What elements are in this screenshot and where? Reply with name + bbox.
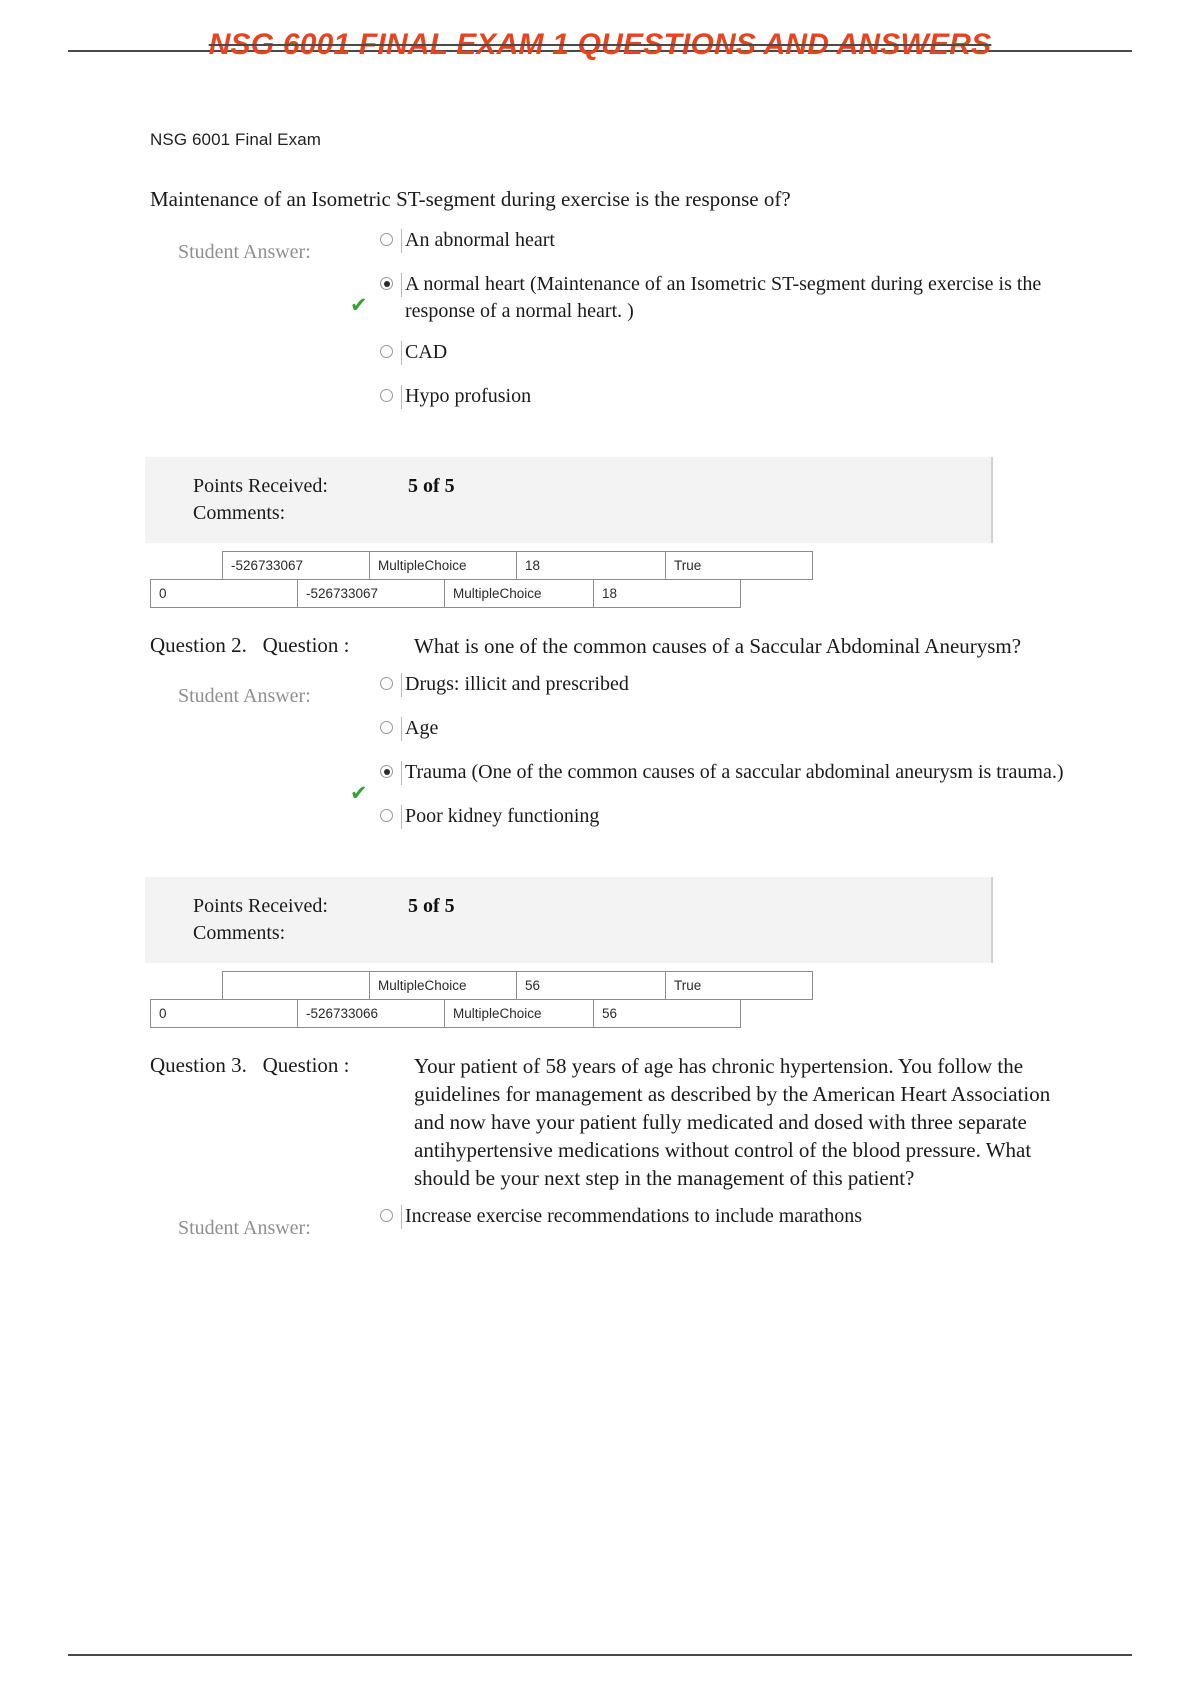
question-1-options [350, 227, 1070, 427]
metadata-table-2 [150, 971, 1070, 1028]
question-3-stem: Your patient of 58 years of age has chronic hypertension. You follow the guidelines for management as described by the American Heart Association and now have your patient fully medicated and dosed with three separate antihypertensive medications without control of the blood pressure. What should be your next step in the management of this patient? [414, 1054, 1051, 1190]
table-cell: 18 [516, 551, 666, 580]
option-label: Poor kidney functioning [405, 805, 600, 828]
option-divider [401, 229, 402, 253]
table-cell: MultipleChoice [369, 551, 517, 580]
table-cell: MultipleChoice [444, 579, 594, 608]
question-3-number [150, 1053, 414, 1078]
page-banner [0, 28, 1200, 88]
correct-check-icon: ✔ [350, 781, 368, 806]
option-label: Age [405, 717, 439, 740]
option-row[interactable] [380, 671, 1070, 701]
points-panel-2 [145, 877, 993, 963]
points-received-row [145, 473, 992, 500]
question-2-number [150, 633, 414, 658]
radio-button-icon[interactable] [380, 345, 393, 358]
radio-button-icon[interactable] [380, 277, 393, 290]
option-row[interactable] [380, 383, 1070, 413]
page-footer-rule [68, 1654, 1132, 1656]
option-row[interactable] [380, 715, 1070, 745]
option-label: Increase exercise recommendations to include marathons [405, 1204, 863, 1227]
table-cell: True [665, 551, 813, 580]
option-label: Drugs: illicit and prescribed [405, 673, 629, 696]
option-label: Hypo profusion [405, 385, 532, 408]
option-row[interactable] [380, 227, 1070, 257]
option-divider [401, 273, 402, 297]
student-answer-label-1: Student Answer: [178, 241, 311, 264]
comments-row [145, 500, 992, 527]
student-answer-label-3: Student Answer: [178, 1216, 311, 1239]
radio-button-icon[interactable] [380, 233, 393, 246]
table-row [150, 999, 1070, 1028]
table-cell: 56 [516, 971, 666, 1000]
table-row [222, 551, 1070, 580]
radio-button-icon[interactable] [380, 389, 393, 402]
option-divider [401, 341, 402, 365]
question-1-stem: Maintenance of an Isometric ST-segment during exercise is the response of? [150, 187, 791, 211]
option-divider [401, 717, 402, 741]
option-label: Trauma (One of the common causes of a saccular abdominal aneurysm is trauma.) [405, 761, 1064, 784]
points-received-value: 5 of 5 [408, 895, 455, 918]
radio-button-icon[interactable] [380, 809, 393, 822]
comments-label: Comments: [193, 922, 286, 945]
table-row [150, 579, 1070, 608]
table-cell: True [665, 971, 813, 1000]
question-3-answer-area [150, 1203, 1070, 1247]
table-cell: -526733067 [297, 579, 445, 608]
option-row[interactable] [380, 1203, 1070, 1233]
question-block-2 [150, 633, 1070, 1028]
document-content [150, 130, 1070, 1247]
question-word-label: Question : [262, 633, 350, 658]
comments-row [145, 920, 992, 947]
table-cell [222, 971, 370, 1000]
table-row [222, 971, 1070, 1000]
option-row[interactable] [380, 803, 1070, 833]
table-cell: -526733066 [297, 999, 445, 1028]
question-2-options [350, 671, 1070, 847]
question-word-label: Question : [262, 1053, 350, 1078]
question-block-3 [150, 1053, 1070, 1247]
option-row[interactable] [350, 759, 1070, 806]
points-received-label: Points Received: [193, 475, 328, 498]
question-block-1 [150, 186, 1070, 608]
table-cell: MultipleChoice [444, 999, 594, 1028]
points-panel-1 [145, 457, 993, 543]
question-1-answer-area [150, 227, 1070, 427]
question-3-options [380, 1203, 1070, 1247]
option-divider [401, 385, 402, 409]
question-number-label: Question 2. [150, 633, 247, 658]
option-row[interactable] [350, 271, 1070, 325]
radio-button-icon[interactable] [380, 677, 393, 690]
option-label: CAD [405, 341, 448, 364]
table-cell: 18 [593, 579, 741, 608]
table-cell: -526733067 [222, 551, 370, 580]
option-label: A normal heart (Maintenance of an Isometric ST-segment during exercise is the response of a normal heart. ) [405, 273, 1042, 323]
option-row[interactable] [380, 339, 1070, 369]
document-heading: NSG 6001 Final Exam [150, 130, 322, 149]
question-2-header [150, 633, 1070, 661]
option-divider [401, 673, 402, 697]
option-divider [401, 761, 402, 785]
correct-check-icon: ✔ [350, 293, 368, 318]
points-received-row [145, 893, 992, 920]
student-answer-label-2: Student Answer: [178, 685, 311, 708]
question-2-answer-area [150, 671, 1070, 847]
radio-button-icon[interactable] [380, 721, 393, 734]
question-3-header [150, 1053, 1070, 1193]
option-divider [401, 1205, 402, 1229]
option-divider [401, 805, 402, 829]
question-number-label: Question 3. [150, 1053, 247, 1078]
points-received-label: Points Received: [193, 895, 328, 918]
table-cell: 0 [150, 999, 298, 1028]
option-label: An abnormal heart [405, 229, 555, 252]
table-cell: 56 [593, 999, 741, 1028]
question-2-stem: What is one of the common causes of a Saccular Abdominal Aneurysm? [414, 634, 1022, 659]
points-received-value: 5 of 5 [408, 475, 455, 498]
radio-button-icon[interactable] [380, 1209, 393, 1222]
table-cell: MultipleChoice [369, 971, 517, 1000]
comments-label: Comments: [193, 502, 286, 525]
metadata-table-1 [150, 551, 1070, 608]
banner-title: NSG 6001 FINAL EXAM 1 QUESTIONS AND ANSWERS [208, 28, 992, 61]
table-cell: 0 [150, 579, 298, 608]
radio-button-icon[interactable] [380, 765, 393, 778]
